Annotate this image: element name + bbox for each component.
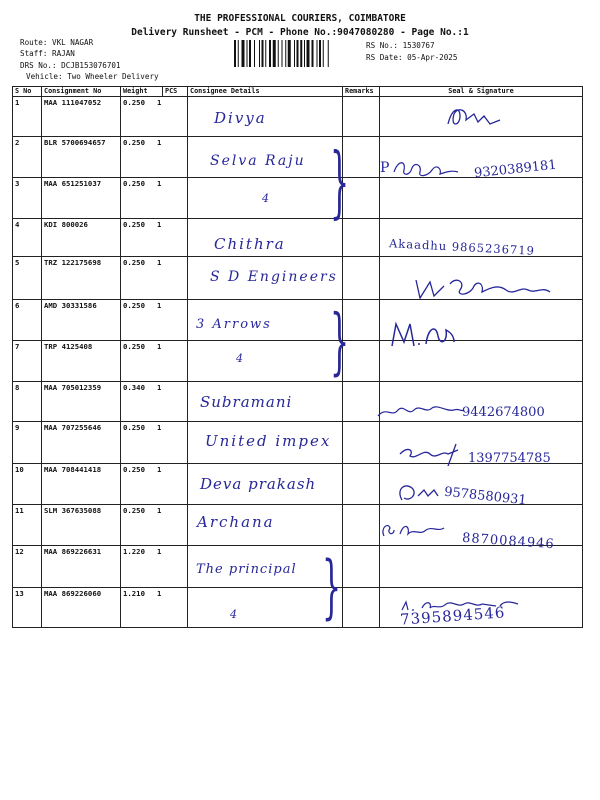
barcode-bar <box>238 40 239 67</box>
row-consignment: TRP 4125408 <box>42 341 121 382</box>
col-consignee: Consignee Details <box>188 87 343 97</box>
phone-number: Akaadhu 9865236719 <box>388 236 536 258</box>
row-weight: 0.250 <box>123 98 145 107</box>
row-pcs: 1 <box>156 506 162 515</box>
row-pcs: 1 <box>156 589 162 598</box>
row-weight-pcs <box>121 137 188 178</box>
barcode-bar <box>247 40 248 67</box>
row-consignment: MAA 869226060 <box>42 588 121 628</box>
row-pcs: 1 <box>156 465 162 474</box>
phone-number: 9442674800 <box>462 405 545 420</box>
row-pcs: 1 <box>156 383 162 392</box>
row-weight-pcs <box>121 97 188 137</box>
company-title: THE PROFESSIONAL COURIERS, COIMBATORE <box>194 13 406 24</box>
row-weight-pcs <box>121 505 188 546</box>
handwritten-name: Subramani <box>200 393 293 411</box>
vehicle-label: Vehicle: Two Wheeler Delivery <box>26 72 159 81</box>
row-pcs: 1 <box>156 220 162 229</box>
row-weight-pcs <box>121 219 188 257</box>
rs-date: RS Date: 05-Apr-2025 <box>366 53 458 62</box>
row-sno: 8 <box>13 382 42 422</box>
row-pcs: 1 <box>156 98 162 107</box>
rs-number: RS No.: 1530767 <box>366 41 435 50</box>
row-consignment: MAA 705012359 <box>42 382 121 422</box>
barcode-bar <box>312 40 314 67</box>
staff-label: Staff: RAJAN <box>20 49 75 58</box>
barcode-bar <box>285 40 286 67</box>
barcode-bar <box>304 40 305 67</box>
row-pcs: 1 <box>156 342 162 351</box>
row-weight-pcs <box>121 588 188 628</box>
row-consignment: MAA 708441418 <box>42 464 121 505</box>
barcode-bar <box>328 40 329 67</box>
row-weight-pcs <box>121 341 188 382</box>
runsheet-subtitle: Delivery Runsheet - PCM - Phone No.:9047080280 - Page No.:1 <box>131 27 469 38</box>
barcode-bar <box>323 40 324 67</box>
row-pcs: 1 <box>156 179 162 188</box>
phone-number: 9578580931 <box>443 484 528 509</box>
row-weight-pcs <box>121 300 188 341</box>
col-consignment: Consignment No <box>42 87 121 97</box>
signature-image <box>396 440 462 466</box>
row-sno: 11 <box>13 505 42 546</box>
handwritten-name: 4 <box>262 192 269 205</box>
group-brace: } <box>330 300 350 385</box>
row-remarks <box>343 257 380 300</box>
row-pcs: 1 <box>156 423 162 432</box>
signature-image <box>388 318 458 352</box>
row-remarks <box>343 588 380 628</box>
row-sno: 10 <box>13 464 42 505</box>
barcode-bar <box>288 40 291 67</box>
row-sno: 3 <box>13 178 42 219</box>
row-sno: 12 <box>13 546 42 588</box>
row-consignee-details <box>188 341 343 382</box>
row-weight: 0.340 <box>123 383 145 392</box>
row-sno: 7 <box>13 341 42 382</box>
row-sno: 1 <box>13 97 42 137</box>
row-sno: 9 <box>13 422 42 464</box>
row-weight: 0.250 <box>123 179 145 188</box>
row-weight-pcs <box>121 464 188 505</box>
signature-image <box>378 518 448 542</box>
row-weight: 0.250 <box>123 220 145 229</box>
row-weight: 1.210 <box>123 589 145 598</box>
barcode-bar <box>300 40 302 67</box>
signature-image <box>376 398 466 426</box>
phone-number: 9320389181 <box>473 157 558 182</box>
barcode-bar <box>307 40 310 67</box>
row-sno: 2 <box>13 137 42 178</box>
row-consignment: BLR 5700694657 <box>42 137 121 178</box>
col-pcs: PCS <box>163 87 188 97</box>
route-label: Route: VKL NAGAR <box>20 38 94 47</box>
row-consignment: TRZ 122175698 <box>42 257 121 300</box>
row-pcs: 1 <box>156 547 162 556</box>
row-weight-pcs <box>121 546 188 588</box>
row-pcs: 1 <box>156 138 162 147</box>
table-header-row <box>13 87 583 97</box>
group-brace: } <box>330 138 350 230</box>
signature-image <box>410 272 560 306</box>
row-weight: 0.250 <box>123 258 145 267</box>
row-pcs: 1 <box>156 258 162 267</box>
col-remarks: Remarks <box>343 87 380 97</box>
row-consignee-details <box>188 588 343 628</box>
handwritten-name: The principal <box>196 562 297 577</box>
group-brace: } <box>322 548 342 629</box>
row-consignment: KDI 800026 <box>42 219 121 257</box>
handwritten-name: Selva Raju <box>210 153 306 169</box>
barcode-bar <box>249 40 251 67</box>
signature-mark: P <box>380 160 390 176</box>
signature-image <box>438 102 508 134</box>
signature-image <box>392 156 472 180</box>
barcode-bar <box>282 40 283 67</box>
barcode-bar <box>259 40 260 67</box>
phone-number: 7395894546 <box>399 603 506 629</box>
row-weight: 0.250 <box>123 342 145 351</box>
row-remarks <box>343 546 380 588</box>
barcode-bar <box>317 40 318 67</box>
barcode-bar <box>262 40 264 67</box>
col-sno: S No <box>13 87 42 97</box>
handwritten-name: Chithra <box>214 235 286 253</box>
handwritten-name: 4 <box>236 352 243 365</box>
col-signature: Seal & Signature <box>380 87 583 97</box>
row-remarks <box>343 422 380 464</box>
barcode-bar <box>265 40 266 67</box>
barcode-bar <box>319 40 321 67</box>
phone-number: 8870084946 <box>461 530 556 553</box>
handwritten-name: Divya <box>214 109 267 127</box>
phone-number: 1397754785 <box>468 451 551 466</box>
barcode-bar <box>273 40 276 67</box>
row-remarks <box>343 97 380 137</box>
row-consignment: SLM 367635088 <box>42 505 121 546</box>
row-consignment: MAA 651251037 <box>42 178 121 219</box>
handwritten-name: 3 Arrows <box>196 317 272 332</box>
row-remarks <box>343 505 380 546</box>
handwritten-name: 4 <box>230 608 237 621</box>
handwritten-name: Deva prakash <box>200 475 317 493</box>
row-consignment: MAA 707255646 <box>42 422 121 464</box>
row-weight: 0.250 <box>123 138 145 147</box>
row-weight-pcs <box>121 382 188 422</box>
handwritten-name: Archana <box>197 513 275 531</box>
table-row <box>13 178 583 219</box>
row-weight: 0.250 <box>123 301 145 310</box>
row-weight: 0.250 <box>123 465 145 474</box>
table-row <box>13 546 583 588</box>
row-weight-pcs <box>121 422 188 464</box>
barcode-bar <box>242 40 245 67</box>
row-consignment: MAA 869226631 <box>42 546 121 588</box>
row-remarks <box>343 382 380 422</box>
row-weight: 0.250 <box>123 506 145 515</box>
row-weight: 0.250 <box>123 423 145 432</box>
row-weight: 1.220 <box>123 547 145 556</box>
row-sno: 5 <box>13 257 42 300</box>
row-weight-pcs <box>121 257 188 300</box>
col-weight: Weight <box>121 87 163 97</box>
barcode-bar <box>278 40 279 67</box>
row-remarks <box>343 464 380 505</box>
row-pcs: 1 <box>156 301 162 310</box>
barcode-bar <box>254 40 255 67</box>
row-seal-signature <box>380 178 583 219</box>
row-weight-pcs <box>121 178 188 219</box>
barcode-bar <box>234 40 236 67</box>
barcode-bar <box>269 40 271 67</box>
barcode-image <box>234 40 358 67</box>
handwritten-name: S D Engineers <box>210 269 338 285</box>
barcode-bar <box>294 40 295 67</box>
handwritten-name: United impex <box>205 432 332 450</box>
row-sno: 4 <box>13 219 42 257</box>
row-consignment: AMD 30331586 <box>42 300 121 341</box>
row-sno: 13 <box>13 588 42 628</box>
drs-label: DRS No.: DCJB153076701 <box>20 61 121 70</box>
row-sno: 6 <box>13 300 42 341</box>
table-row <box>13 341 583 382</box>
row-consignment: MAA 111047052 <box>42 97 121 137</box>
barcode-bar <box>297 40 299 67</box>
signature-image <box>394 480 442 506</box>
